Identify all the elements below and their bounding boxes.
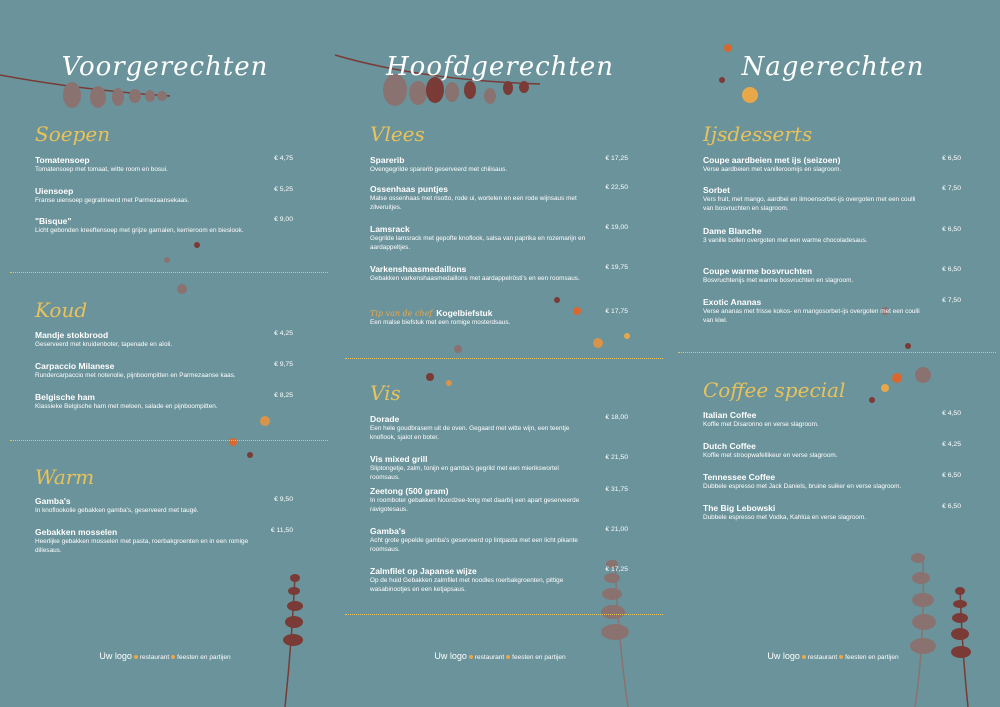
menu-item (703, 472, 961, 492)
footer-parties: feesten en partijen (512, 654, 566, 661)
item-name: Lamsrack (370, 224, 410, 234)
item-desc: Verse ananas met frisse kokos- en mangosorbet-ijs overgoten met een coulli van kiwi. (703, 308, 920, 324)
item-name: Belgische ham (35, 392, 95, 402)
item-price: € 31,75 (605, 486, 628, 493)
item-desc: Tomatensoep met tomaat, witte room en bosui. (35, 166, 168, 173)
item-price: € 17,25 (605, 155, 628, 162)
menu-item (35, 186, 293, 206)
item-desc: Sliptongetje, zalm, tonijn en gamba's gegrild met een mierikswortel roomsaus. (370, 465, 559, 481)
column-voorgerechten (0, 0, 330, 707)
menu-item (370, 155, 628, 175)
footer-parties: feesten en partijen (177, 654, 231, 661)
dot-icon (506, 655, 510, 659)
menu-item (703, 410, 961, 430)
item-name: Italian Coffee (703, 410, 757, 420)
menu-item (370, 184, 628, 212)
section-title: Vlees (370, 122, 425, 146)
menu-item (703, 503, 961, 523)
item-price: € 4,25 (942, 441, 961, 448)
menu-item (370, 526, 628, 554)
menu-item (35, 392, 293, 412)
item-price: € 9,00 (274, 216, 293, 223)
dot-icon (802, 655, 806, 659)
section-title: Coffee special (703, 378, 846, 402)
item-name: Gamba's (370, 526, 406, 536)
menu-item (35, 496, 293, 516)
item-price: € 9,50 (274, 496, 293, 503)
item-desc: In roomboter gebakken Noordzee-tong met daarbij een apart geserveerde ravigotesaus. (370, 497, 580, 513)
item-name: Sorbet (703, 185, 730, 195)
column-title: Hoofdgerechten (386, 52, 614, 82)
item-price: € 4,50 (942, 410, 961, 417)
item-desc: Malse ossenhaas met risotto, rode ui, wortelen en een rode wijnsaus met zilveruitjes. (370, 195, 577, 211)
item-name: Mandje stokbrood (35, 330, 109, 340)
item-desc: Gegrilde lamsrack met gepofte knoflook, salsa van paprika en rozemarijn en aardappeltjes. (370, 235, 586, 251)
item-price: € 5,25 (274, 186, 293, 193)
item-desc: Vers fruit, met mango, aardbei en limoensorbet-ijs overgoten met een coulli van bosvruchten en slagroom. (703, 196, 916, 212)
item-price: € 7,50 (942, 297, 961, 304)
menu-item (35, 527, 293, 555)
item-price: € 17,25 (605, 566, 628, 573)
item-price: € 4,75 (274, 155, 293, 162)
item-name: Carpaccio Milanese (35, 361, 115, 371)
item-desc: 3 vanille bollen overgoten met een warme chocoladesaus. (703, 237, 868, 244)
item-name: Zeetong (500 gram) (370, 486, 449, 496)
menu-item (370, 566, 628, 594)
footer (668, 651, 998, 661)
item-price: € 6,50 (942, 472, 961, 479)
footer-parties: feesten en partijen (845, 654, 899, 661)
dotted-divider (678, 352, 996, 353)
item-name: Vis mixed grill (370, 454, 428, 464)
item-desc: Op de huid Gebakken zalmfilet met noodles roerbakgroenten, pittige wasabinootjes en een ketjapsaus. (370, 577, 564, 593)
item-desc: Geserveerd met kruidenboter, tapenade en aïoli. (35, 341, 173, 348)
item-name: Gamba's (35, 496, 71, 506)
menu-item (35, 155, 293, 175)
menu-item (370, 486, 628, 514)
menu-item (370, 224, 628, 252)
item-desc: Bosvruchtenijs met warme bosvruchten en slagroom. (703, 277, 854, 284)
item-price: € 19,75 (605, 264, 628, 271)
footer-restaurant: restaurant (807, 654, 838, 661)
dot-icon (469, 655, 473, 659)
item-price: € 21,50 (605, 454, 628, 461)
logo-placeholder: Uw logo (434, 651, 467, 661)
item-price: € 4,25 (274, 330, 293, 337)
item-desc: Heerlijke gebakken mosselen met pasta, roerbakgroenten en in een romige dillesaus. (35, 538, 249, 554)
chef-tip-label: Tip van de chef (370, 309, 433, 318)
item-desc: Een malse biefstuk met een romige mosterdsaus. (370, 319, 511, 326)
item-name: Dorade (370, 414, 400, 424)
item-name: Tennessee Coffee (703, 472, 776, 482)
dot-icon (839, 655, 843, 659)
item-name: Gebakken mosselen (35, 527, 118, 537)
item-desc: Gebakken varkenshaasmedaillons met aardappelrösti's en een roomsaus. (370, 275, 580, 282)
item-desc: Acht grote gepelde gamba's geserveerd op lintpasta met een licht pikante roomsaus. (370, 537, 578, 553)
column-hoofdgerechten (335, 0, 665, 707)
dot-icon (171, 655, 175, 659)
menu-item (703, 226, 961, 246)
item-price: € 18,00 (605, 414, 628, 421)
item-name: The Big Lebowski (703, 503, 776, 513)
section-title: Vis (370, 381, 401, 405)
item-desc: Klassieke Belgische ham met meloen, salade en pijnboompitten. (35, 403, 218, 410)
section-title: Soepen (35, 122, 111, 146)
item-name: Kogelbiefstuk (436, 308, 493, 318)
item-desc: Licht gebonden kreeftensoep met grijze garnalen, kerrieroom en bieslook. (35, 227, 244, 234)
item-desc: Ovengegrilde sparerib geserveerd met chilisaus. (370, 166, 508, 173)
dotted-divider (10, 272, 328, 273)
menu-item (703, 185, 961, 213)
item-name: Ossenhaas puntjes (370, 184, 448, 194)
item-price: € 17,75 (605, 308, 628, 315)
item-name: Varkenshaasmedaillons (370, 264, 467, 274)
logo-placeholder: Uw logo (767, 651, 800, 661)
item-desc: Verse aardbeien met vanilleroomijs en slagroom. (703, 166, 842, 173)
item-desc: Dubbele espresso met Jack Daniels, bruine suiker en verse slagroom. (703, 483, 902, 490)
dotted-divider (345, 358, 663, 359)
item-name: Tomatensoep (35, 155, 90, 165)
item-name: "Bisque" (35, 216, 72, 226)
item-price: € 11,50 (270, 527, 293, 534)
item-desc: Een hele goudbrasem uit de oven. Gegaard met witte wijn, een teentje knoflook, sjalot en boter. (370, 425, 570, 441)
dotted-divider (10, 440, 328, 441)
item-desc: Dubbele espresso met Vodka, Kahlúa en verse slagroom. (703, 514, 867, 521)
item-desc: Franse uiensoep gegratineerd met Parmezaansekaas. (35, 197, 190, 204)
item-name: Dutch Coffee (703, 441, 756, 451)
item-price: € 7,50 (942, 185, 961, 192)
item-desc: Koffie met Disaronno en verse slagroom. (703, 421, 819, 428)
menu-item (703, 266, 961, 286)
item-price: € 22,50 (605, 184, 628, 191)
item-name: Exotic Ananas (703, 297, 762, 307)
dot-icon (134, 655, 138, 659)
menu-item (370, 264, 628, 284)
footer-restaurant: restaurant (474, 654, 505, 661)
section-title: Ijsdesserts (703, 122, 813, 146)
section-title: Warm (35, 465, 95, 489)
footer (335, 651, 665, 661)
menu-item (703, 297, 961, 325)
menu-item (35, 361, 293, 381)
item-desc: In knoflookolie gebakken gamba's, geserveerd met taugé. (35, 507, 199, 514)
item-desc: Koffie met stroopwafellikeur en verse slagroom. (703, 452, 838, 459)
footer (0, 651, 330, 661)
item-price: € 21,00 (605, 526, 628, 533)
menu-item (370, 454, 628, 482)
item-name-row (370, 308, 628, 319)
item-name: Uiensoep (35, 186, 74, 196)
column-title: Voorgerechten (61, 52, 269, 82)
footer-restaurant: restaurant (139, 654, 170, 661)
item-price: € 6,50 (942, 226, 961, 233)
section-title: Koud (35, 298, 88, 322)
item-name: Sparerib (370, 155, 405, 165)
item-name: Coupe aardbeien met ijs (seizoen) (703, 155, 841, 165)
item-price: € 19,00 (605, 224, 628, 231)
item-price: € 9,75 (274, 361, 293, 368)
item-price: € 6,50 (942, 503, 961, 510)
menu-item (370, 308, 628, 328)
column-nagerechten (668, 0, 998, 707)
item-name: Zalmfilet op Japanse wijze (370, 566, 477, 576)
menu-item (703, 441, 961, 461)
dotted-divider (345, 614, 663, 615)
item-name: Coupe warme bosvruchten (703, 266, 813, 276)
item-price: € 8,25 (274, 392, 293, 399)
menu-item (703, 155, 961, 175)
column-title: Nagerechten (741, 52, 925, 82)
item-desc: Rundercarpaccio met notenolie, pijnboompitten en Parmezaanse kaas. (35, 372, 236, 379)
item-price: € 6,50 (942, 266, 961, 273)
menu-item (35, 330, 293, 350)
menu-item (35, 216, 293, 236)
item-name: Dame Blanche (703, 226, 762, 236)
item-price: € 6,50 (942, 155, 961, 162)
logo-placeholder: Uw logo (99, 651, 132, 661)
menu-item (370, 414, 628, 442)
